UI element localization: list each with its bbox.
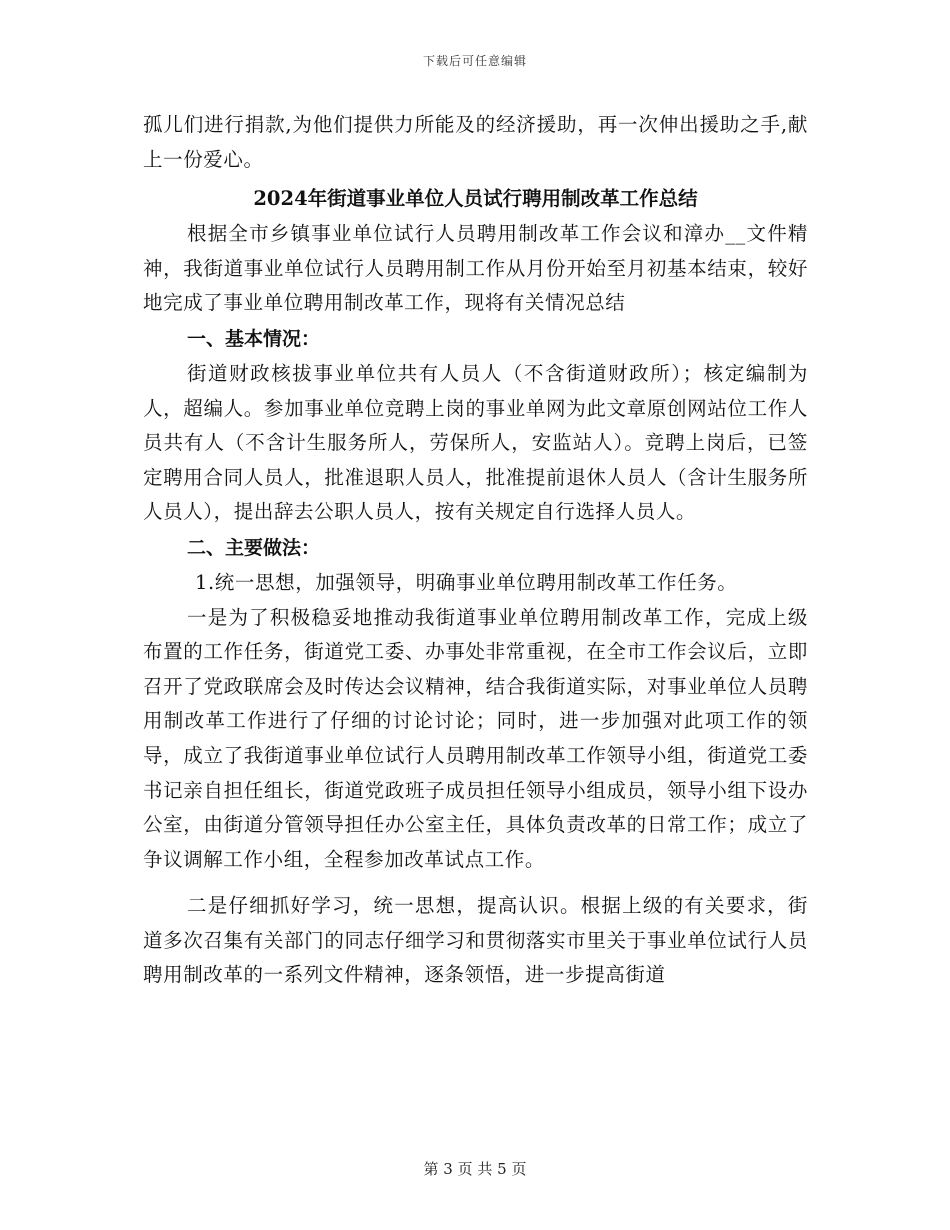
document-title: 2024年街道事业单位人员试行聘用制改革工作总结 [253, 187, 698, 211]
paragraph-first-point: 一是为了积极稳妥地推动我街道事业单位聘用制改革工作，完成上级布置的工作任务，街道党工委、办事处非常重视，在全市工作会议后，立即召开了党政联席会及时传达会议精神，结合我街道实际，对事业单位人员聘用制改革工作进行了仔细的讨论讨论；同时，进一步加强对此项工作的领导，成立了我街道事业单位试行人员聘用制改革工作领导小组，街道党工委书记亲自担任组长，街道党政班子成员担任领导小组成员，领导小组下设办公室，由街道分管领导担任办公室主任，具体负责改革的日常工作；成立了争议调解工作小组，全程参加改革试点工作。 [143, 605, 808, 871]
list-item-1: 1.统一思想，加强领导，明确事业单位聘用制改革工作任务。 [195, 570, 738, 594]
page-header: 下载后可任意编辑 [422, 54, 527, 68]
paragraph-basic-situation: 街道财政核拔事业单位共有人员人（不含街道财政所）；核定编制为人，超编人。参加事业单位竞聘上岗的事业单网为此文章原创网站位工作人员共有人（不含计生服务所人，劳保所人，安监站人）。竞聘上岗后，已签定聘用合同人员人，批准退职人员人，批准提前退休人员人（含计生服务所人员人），提出辞去公职人员人，按有关规定自行选择人员人。 [143, 361, 808, 524]
section-heading-basic: 一、基本情况： [187, 327, 321, 350]
document-body [143, 108, 808, 993]
paragraph-second-point: 二是仔细抓好学习，统一思想，提高认识。根据上级的有关要求，街道多次召集有关部门的同志仔细学习和贯彻落实市里关于事业单位试行人员聘用制改革的一系列文件精神，逐条领悟，进一步提高街道 [143, 894, 808, 987]
paragraph-overview: 根据全市乡镇事业单位试行人员聘用制改革工作会议和漳办__文件精神，我街道事业单位试行人员聘用制工作从月份开始至月初基本结束，较好地完成了事业单位聘用制改革工作，现将有关情况总结 [143, 222, 808, 315]
section-heading-methods: 二、主要做法： [187, 536, 321, 559]
page-number: 第 3 页 共 5 页 [423, 1160, 527, 1178]
intro-paragraph: 孤儿们进行捐款,为他们提供力所能及的经济援助，再一次伸出援助之手,献上一份爱心。 [143, 113, 808, 171]
